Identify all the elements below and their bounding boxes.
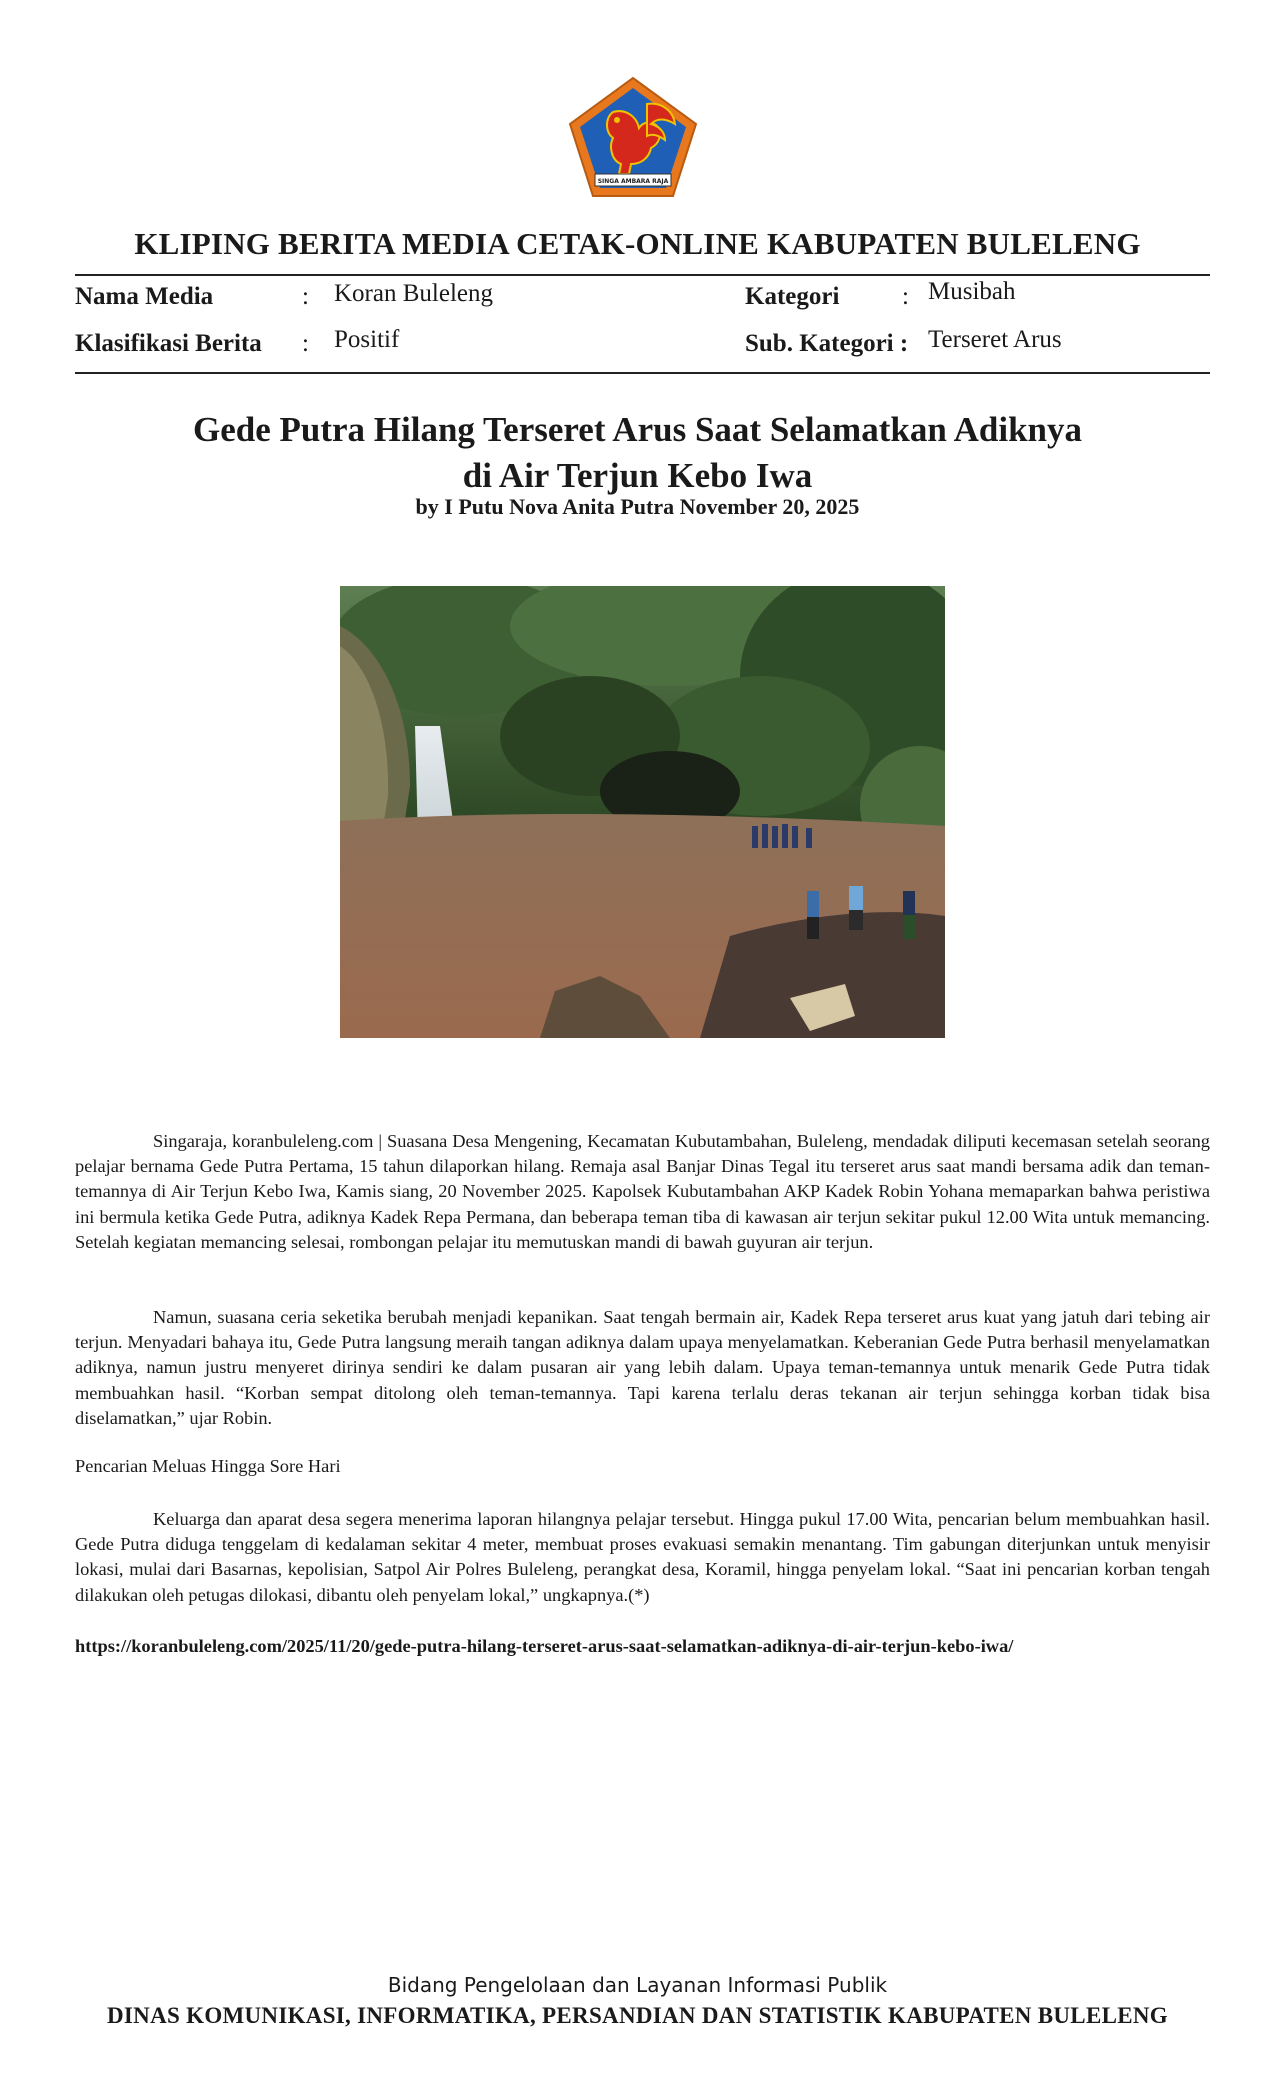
header-divider-top [75, 274, 1210, 276]
klasifikasi-colon: : [302, 330, 309, 357]
footer-agency: DINAS KOMUNIKASI, INFORMATIKA, PERSANDIAN DAN STATISTIK KABUPATEN BULELENG [107, 2003, 1168, 2028]
article-title [0, 407, 1275, 499]
media-colon: : [302, 283, 309, 310]
article-byline: by I Putu Nova Anita Putra November 20, 2025 [415, 494, 860, 519]
header-divider-bottom [75, 372, 1210, 374]
clipping-header-title: KLIPING BERITA MEDIA CETAK-ONLINE KABUPATEN BULELENG [134, 226, 1141, 261]
logo-motto: SINGA AMBARA RAJA [597, 178, 669, 185]
kategori-label: Kategori [745, 283, 840, 310]
kategori-value: Musibah [928, 278, 1016, 305]
media-label: Nama Media [75, 283, 214, 310]
kategori-colon: : [902, 283, 909, 310]
footer-division: Bidang Pengelolaan dan Layanan Informasi Publik [387, 1973, 888, 1997]
article-title-line1: Gede Putra Hilang Terseret Arus Saat Selamatkan Adiknya [192, 410, 1082, 449]
kabupaten-buleleng-logo [565, 74, 701, 200]
subkategori-label: Sub. Kategori : [745, 330, 909, 357]
article-paragraph: Keluarga dan aparat desa segera menerima laporan hilangnya pelajar tersebut. Hingga pukul 17.00 Wita, pencarian belum membuahkan hasil. Gede Putra diduga tenggelam di kedalaman sekitar 4 meter, membuat proses evakuasi semakin menantang. Tim gabungan diterjunkan untuk menyisir lokasi, mulai dari Basarnas, kepolisian, Satpol Air Polres Buleleng, perangkat desa, Koramil, hingga penyelam lokal. “Saat ini pencarian korban tengah dilakukan oleh petugas dilokasi, dibantu oleh penyelam lokal,” ungkapnya.(*) [75, 1509, 1210, 1605]
article-paragraph: Singaraja, koranbuleleng.com | Suasana Desa Mengening, Kecamatan Kubutambahan, Buleleng, mendadak diliputi kecemasan setelah seorang pelajar bernama Gede Putra Pertama, 15 tahun dilaporkan hilang. Remaja asal Banjar Dinas Tegal itu terseret arus saat mandi bersama adik dan teman-temannya di Air Terjun Kebo Iwa, Kamis siang, 20 November 2025. Kapolsek Kubutambahan AKP Kadek Robin Yohana memaparkan bahwa peristiwa ini bermula ketika Gede Putra, adiknya Kadek Repa Permana, dan beberapa teman tiba di kawasan air terjun sekitar pukul 12.00 Wita untuk memancing. Setelah kegiatan memancing selesai, rombongan pelajar itu memutuskan mandi di bawah guyuran air terjun. [75, 1131, 1210, 1252]
media-value: Koran Buleleng [334, 280, 493, 307]
klasifikasi-value: Positif [334, 326, 400, 353]
article-paragraph: Namun, suasana ceria seketika berubah menjadi kepanikan. Saat tengah bermain air, Kadek Repa terseret arus kuat yang jatuh dari tebing air terjun. Menyadari bahaya itu, Gede Putra langsung meraih tangan adiknya dalam upaya menyelamatkan. Keberanian Gede Putra berhasil menyelamatkan adiknya, namun justru menyeret dirinya sendiri ke dalam pusaran air yang lebih dalam. Upaya teman-temannya untuk menarik Gede Putra tidak membuahkan hasil. “Korban sempat ditolong oleh teman-temannya. Tapi karena terlalu deras tekanan air terjun sehingga korban tidak bisa diselamatkan,” ujar Robin. [75, 1307, 1210, 1428]
source-url-link[interactable]: https://koranbuleleng.com/2025/11/20/gede-putra-hilang-terseret-arus-saat-selamatkan-adiknya-di-air-terjun-kebo-iwa/ [75, 1636, 1014, 1656]
subkategori-value: Terseret Arus [928, 326, 1062, 353]
waterfall-photo [340, 586, 945, 1038]
article-title-line2: di Air Terjun Kebo Iwa [462, 456, 813, 495]
article-subheading: Pencarian Meluas Hingga Sore Hari [75, 1456, 341, 1476]
klasifikasi-label: Klasifikasi Berita [75, 330, 262, 357]
